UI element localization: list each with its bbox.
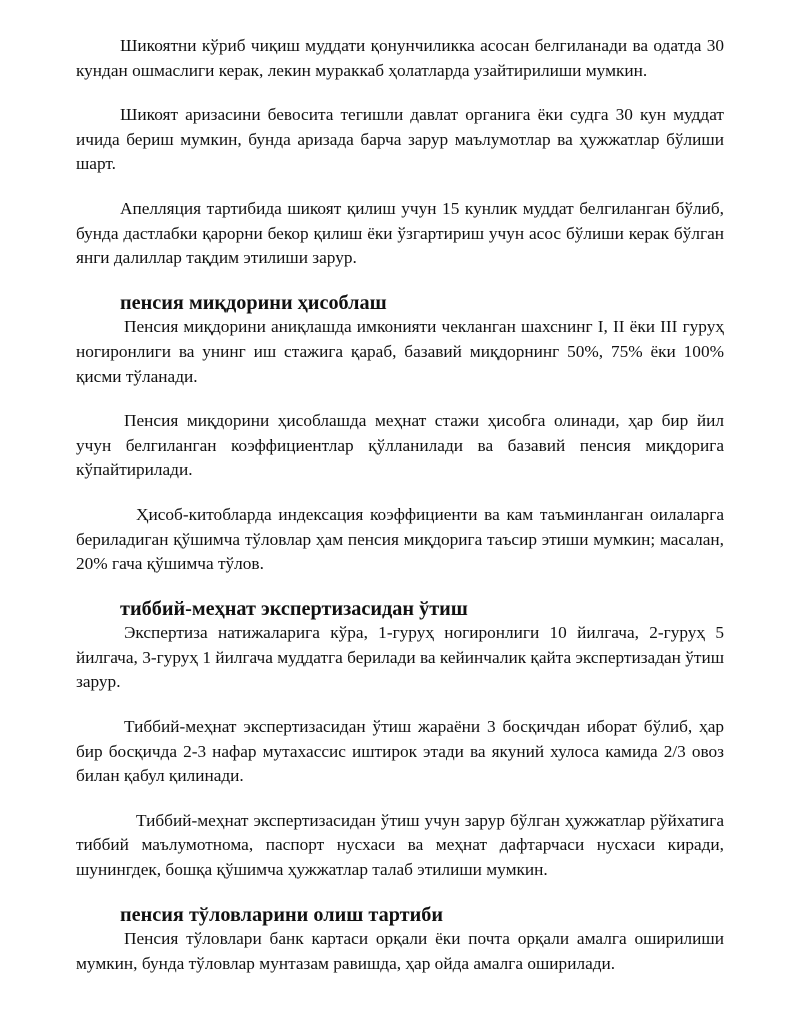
- section-heading: пенсия тўловларини олиш тартиби: [120, 903, 444, 926]
- document-page: [76, 34, 724, 996]
- section-heading: тиббий-меҳнат экспертизасидан ўтиш: [120, 597, 468, 620]
- paragraph: Тиббий-меҳнат экспертизасидан ўтиш жараёни 3 босқичдан иборат бўлиб, ҳар бир босқичда 2-3 нафар мутахассис иштирок этади ва якуний хулоса камида 2/3 овоз билан қабул қилинади.: [76, 717, 724, 786]
- paragraph: Пенсия миқдорини ҳисоблашда меҳнат стажи ҳисобга олинади, ҳар бир йил учун белгиланган коэффициентлар қўлланилади ва базавий пенсия миқдорига кўпайтирилади.: [76, 411, 724, 480]
- section-heading: пенсия миқдорини ҳисоблаш: [120, 291, 387, 314]
- paragraph: Шикоятни кўриб чиқиш муддати қонунчиликка асосан белгиланади ва одатда 30 кундан ошмаслиги керак, лекин мураккаб ҳолатларда узайтирилиши мумкин.: [76, 36, 724, 80]
- paragraph: Пенсия миқдорини аниқлашда имконияти чекланган шахснинг I, II ёки III гуруҳ ногиронлиги ва унинг иш стажига қараб, базавий миқдорнинг 50%, 75% ёки 100% қисми тўланади.: [76, 317, 724, 386]
- paragraph: Шикоят аризасини бевосита тегишли давлат органига ёки судга 30 кун муддат ичида бериш мумкин, бунда аризада барча зарур маълумотлар ва ҳужжатлар бўлиши шарт.: [76, 105, 724, 174]
- paragraph: Апелляция тартибида шикоят қилиш учун 15 кунлик муддат белгиланган бўлиб, бунда дастлабки қарорни бекор қилиш ёки ўзгартириш учун асос бўлиши керак бўлган янги далиллар тақдим этилиши зарур.: [76, 198, 724, 268]
- paragraph: Ҳисоб-китобларда индексация коэффициенти ва кам таъминланган оилаларга бериладиган қўшимча тўловлар ҳам пенсия миқдорига таъсир этиши мумкин; масалан, 20% гача қўшимча тўлов.: [76, 504, 724, 574]
- paragraph: Пенсия тўловлари банк картаси орқали ёки почта орқали амалга оширилиши мумкин, бунда тўловлар мунтазам равишда, ҳар ойда амалга оширилади.: [76, 929, 724, 973]
- paragraph: Тиббий-меҳнат экспертизасидан ўтиш учун зарур бўлган ҳужжатлар рўйхатига тиббий маълумотнома, паспорт нусхаси ва меҳнат дафтарчаси нусхаси киради, шунингдек, бошқа қўшимча ҳужжатлар талаб этилиши мумкин.: [76, 810, 724, 880]
- paragraph: Экспертиза натижаларига кўра, 1-гуруҳ ногиронлиги 10 йилгача, 2-гуруҳ 5 йилгача, 3-гуруҳ 1 йилгача муддатга берилади ва кейинчалик қайта экспертизадан ўтиш зарур.: [76, 623, 724, 692]
